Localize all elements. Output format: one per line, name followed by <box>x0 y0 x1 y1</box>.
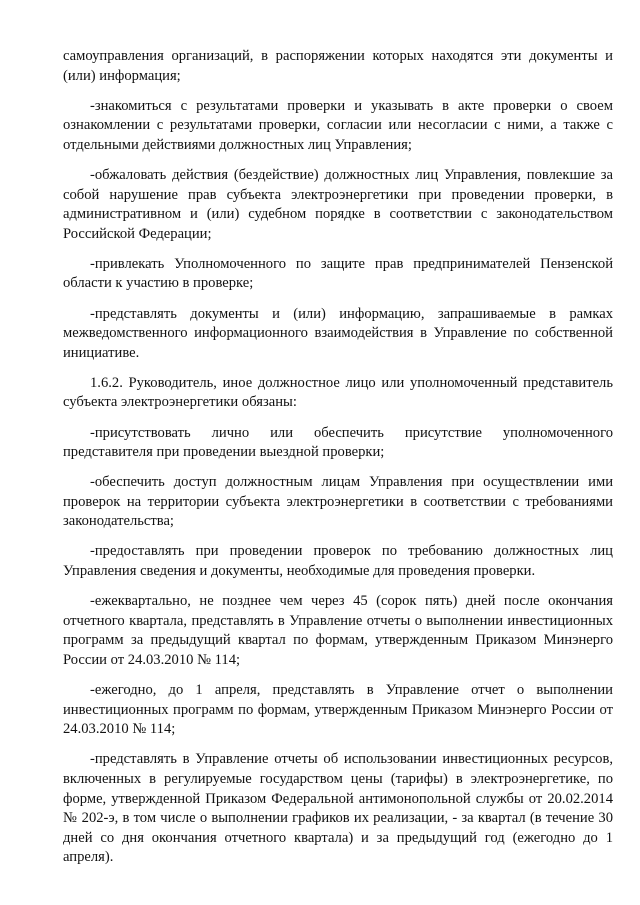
paragraph-duty-quarterly-reports: -ежеквартально, не позднее чем через 45 (сорок пять) дней после окончания отчетного квартала, представлять в Управление отчеты о выполнении инвестиционных программ за предыдущий квартал по формам, утвержденным Приказом Минэнерго России от 24.03.2010 № 114; <box>63 593 613 668</box>
paragraph-duty-annual-report: -ежегодно, до 1 апреля, представлять в Управление отчет о выполнении инвестиционных программ по формам, утвержденным Приказом Минэнерго России от 24.03.2010 № 114; <box>63 682 613 738</box>
paragraph-right-ombudsman: -привлекать Уполномоченного по защите прав предпринимателей Пензенской области к участию в проверке; <box>63 255 613 292</box>
paragraph-duty-investment-reports: -представлять в Управление отчеты об использовании инвестиционных ресурсов, включенных в регулируемые государством цены (тарифы) в электроэнергетике, по форме, утвержденной Приказом Федеральной антимонопольной службы от 20.02.2014 № 202-э, в том числе о выполнении графиков их реализации, - за квартал (в течение 30 дней со дня окончания отчетного квартала) и за предыдущий год (ежегодно до 1 апреля). <box>63 751 613 866</box>
paragraph-duty-attend: -присутствовать лично или обеспечить присутствие уполномоченного представителя при проведении выездной проверки; <box>63 424 613 461</box>
paragraph-section-1-6-2: 1.6.2. Руководитель, иное должностное лицо или уполномоченный представитель субъекта электроэнергетики обязаны: <box>63 374 613 411</box>
paragraph-duty-provide-documents: -предоставлять при проведении проверок по требованию должностных лиц Управления сведения и документы, необходимые для проведения проверки. <box>63 543 613 580</box>
paragraph-duty-access: -обеспечить доступ должностным лицам Управления при осуществлении ими проверок на территории субъекта электроэнергетики в соответствии с требованиями законодательства; <box>63 474 613 530</box>
paragraph-continuation: самоуправления организаций, в распоряжении которых находятся эти документы и (или) информация; <box>63 48 613 84</box>
paragraph-right-submit-documents: -представлять документы и (или) информацию, запрашиваемые в рамках межведомственного информационного взаимодействия в Управление по собственной инициативе. <box>63 305 613 361</box>
paragraph-right-appeal: -обжаловать действия (бездействие) должностных лиц Управления, повлекшие за собой нарушение прав субъекта электроэнергетики при проведении проверки, в административном и (или) судебном порядке в соответствии с законодательством Российской Федерации; <box>63 166 613 242</box>
paragraph-right-familiarize: -знакомиться с результатами проверки и указывать в акте проверки о своем ознакомлении с результатами проверки, согласии или несогласии с ними, а также с отдельными действиями должностных лиц Управления; <box>63 97 613 153</box>
